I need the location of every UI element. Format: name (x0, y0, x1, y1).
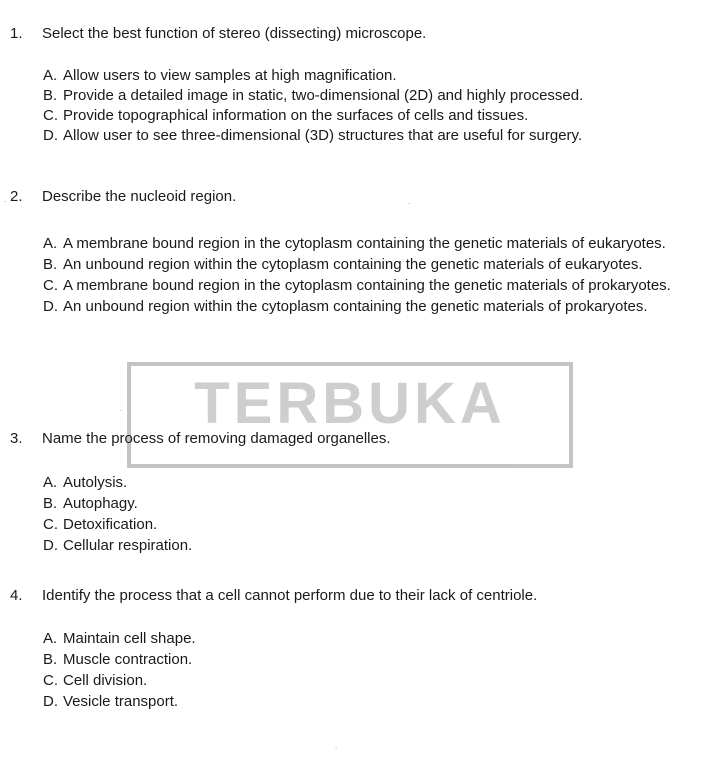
question-text: Select the best function of stereo (dissecting) microscope. (42, 25, 427, 42)
option-letter: C. (43, 672, 58, 689)
option-b (43, 650, 688, 670)
option-b (43, 255, 688, 275)
option-d (43, 536, 688, 556)
option-text: An unbound region within the cytoplasm containing the genetic materials of prokaryotes. (63, 298, 648, 315)
option-letter: A. (43, 235, 58, 252)
option-text: Autolysis. (63, 474, 128, 491)
option-c (43, 515, 688, 535)
option-text: Muscle contraction. (63, 651, 193, 668)
option-letter: D. (43, 537, 58, 554)
scan-speck: . (120, 404, 123, 413)
option-text: An unbound region within the cytoplasm containing the genetic materials of eukaryotes. (63, 256, 643, 273)
option-letter: A. (43, 474, 58, 491)
question-number: 2. (10, 188, 23, 205)
scan-speck: . (4, 195, 7, 204)
option-c (43, 276, 688, 296)
option-letter: C. (43, 277, 58, 294)
option-letter: B. (43, 87, 58, 104)
option-text: Provide a detailed image in static, two-dimensional (2D) and highly processed. (63, 87, 584, 104)
option-text: Autophagy. (63, 495, 138, 512)
scan-speck: . (408, 197, 411, 206)
question-3-options (43, 473, 688, 556)
option-letter: B. (43, 651, 58, 668)
option-d (43, 126, 688, 146)
watermark-text: TERBUKA (194, 371, 506, 436)
option-letter: A. (43, 67, 58, 84)
question-1-options (43, 66, 688, 146)
option-text: Allow users to view samples at high magnification. (63, 67, 397, 84)
option-letter: C. (43, 516, 58, 533)
option-text: A membrane bound region in the cytoplasm containing the genetic materials of eukaryotes. (63, 235, 666, 252)
question-text: Name the process of removing damaged organelles. (42, 430, 391, 447)
question-text: Identify the process that a cell cannot perform due to their lack of centriole. (42, 587, 538, 604)
option-letter: B. (43, 495, 58, 512)
option-b (43, 494, 688, 514)
option-b (43, 86, 688, 106)
option-d (43, 297, 688, 317)
option-c (43, 671, 688, 691)
question-text: Describe the nucleoid region. (42, 188, 237, 205)
option-c (43, 106, 688, 126)
option-text: Provide topographical information on the surfaces of cells and tissues. (63, 107, 529, 124)
option-letter: A. (43, 630, 58, 647)
option-letter: D. (43, 127, 58, 144)
option-text: A membrane bound region in the cytoplasm containing the genetic materials of prokaryotes. (63, 277, 671, 294)
option-letter: C. (43, 107, 58, 124)
option-text: Cell division. (63, 672, 148, 689)
option-a (43, 66, 688, 86)
option-text: Maintain cell shape. (63, 630, 196, 647)
option-text: Cellular respiration. (63, 537, 193, 554)
option-letter: D. (43, 693, 58, 710)
option-a (43, 629, 688, 649)
option-d (43, 692, 688, 712)
option-letter: B. (43, 256, 58, 273)
question-4-options (43, 629, 688, 712)
option-text: Vesicle transport. (63, 693, 179, 710)
question-number: 4. (10, 587, 23, 604)
scan-speck: . (335, 741, 338, 750)
question-2-options (43, 234, 688, 317)
option-letter: D. (43, 298, 58, 315)
option-a (43, 473, 688, 493)
option-text: Allow user to see three-dimensional (3D) structures that are useful for surgery. (63, 127, 583, 144)
option-text: Detoxification. (63, 516, 158, 533)
question-number: 3. (10, 430, 23, 447)
option-a (43, 234, 688, 254)
question-number: 1. (10, 25, 23, 42)
